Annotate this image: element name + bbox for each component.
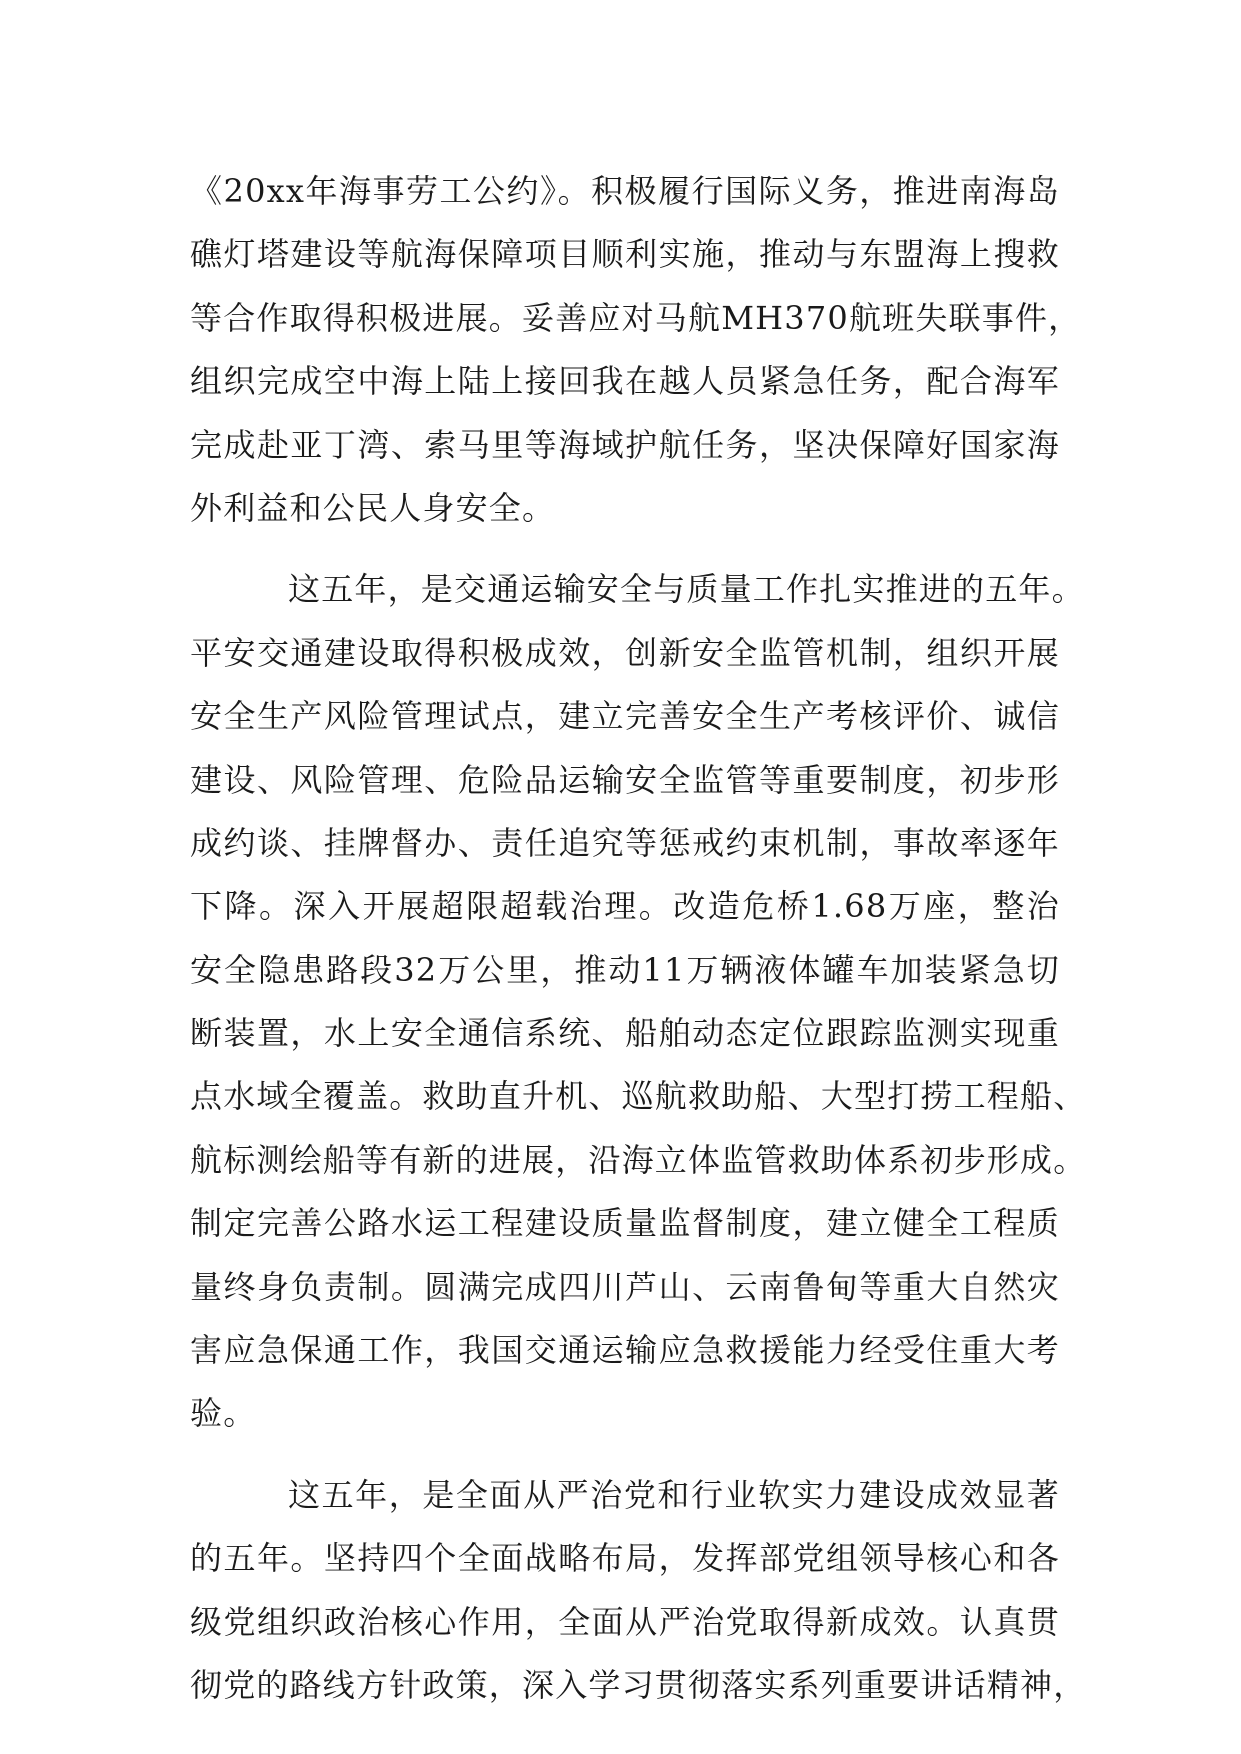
paragraph-1 <box>190 160 1082 540</box>
paragraph-line: 害应急保通工作，我国交通运输应急救援能力经受住重大考 <box>190 1331 1060 1370</box>
paragraph-line: 验。 <box>190 1394 257 1433</box>
paragraph-line: 安全生产风险管理试点，建立完善安全生产考核评价、诚信 <box>190 697 1060 736</box>
paragraph-line: 礁灯塔建设等航海保障项目顺利实施，推动与东盟海上搜救 <box>190 235 1060 274</box>
paragraph-line: 《20xx年海事劳工公约》。积极履行国际义务，推进南海岛 <box>190 172 1060 210</box>
paragraph-line: 下降。深入开展超限超载治理。改造危桥1.68万座，整治 <box>190 887 1060 926</box>
paragraph-line: 断装置，水上安全通信系统、船舶动态定位跟踪监测实现重 <box>190 1014 1060 1053</box>
paragraph-line: 彻党的路线方针政策，深入学习贯彻落实系列重要讲话精神， <box>190 1665 1087 1704</box>
paragraph-line: 建设、风险管理、危险品运输安全监管等重要制度，初步形 <box>190 760 1060 799</box>
paragraph-line: 组织完成空中海上陆上接回我在越人员紧急任务，配合海军 <box>190 362 1060 401</box>
paragraph-2 <box>190 558 1087 1445</box>
paragraph-3 <box>190 1464 1087 1718</box>
paragraph-line: 完成赴亚丁湾、索马里等海域护航任务，坚决保障好国家海 <box>190 425 1060 464</box>
paragraph-first-line: 这五年，是交通运输安全与质量工作扎实推进的五年。 <box>288 570 1085 609</box>
paragraph-line: 安全隐患路段32万公里，推动11万辆液体罐车加装紧急切 <box>190 950 1060 989</box>
paragraph-spacing <box>190 1446 1060 1464</box>
paragraph-line: 平安交通建设取得积极成效，创新安全监管机制，组织开展 <box>190 633 1060 672</box>
paragraph-spacing <box>190 540 1060 558</box>
document-body <box>190 160 1087 1717</box>
paragraph-line: 的五年。坚持四个全面战略布局，发挥部党组领导核心和各 <box>190 1539 1060 1578</box>
paragraph-line: 航标测绘船等有新的进展，沿海立体监管救助体系初步形成。 <box>190 1140 1087 1179</box>
paragraph-first-line: 这五年，是全面从严治党和行业软实力建设成效显著 <box>288 1475 1060 1514</box>
paragraph-line: 量终身负责制。圆满完成四川芦山、云南鲁甸等重大自然灾 <box>190 1267 1060 1306</box>
paragraph-line: 等合作取得积极进展。妥善应对马航MH370航班失联事件， <box>190 298 1082 337</box>
paragraph-line: 级党组织政治核心作用，全面从严治党取得新成效。认真贯 <box>190 1602 1060 1641</box>
paragraph-line: 点水域全覆盖。救助直升机、巡航救助船、大型打捞工程船、 <box>190 1077 1087 1116</box>
paragraph-line: 外利益和公民人身安全。 <box>190 488 556 527</box>
paragraph-line: 成约谈、挂牌督办、责任追究等惩戒约束机制，事故率逐年 <box>190 823 1060 862</box>
paragraph-line: 制定完善公路水运工程建设质量监督制度，建立健全工程质 <box>190 1204 1060 1243</box>
